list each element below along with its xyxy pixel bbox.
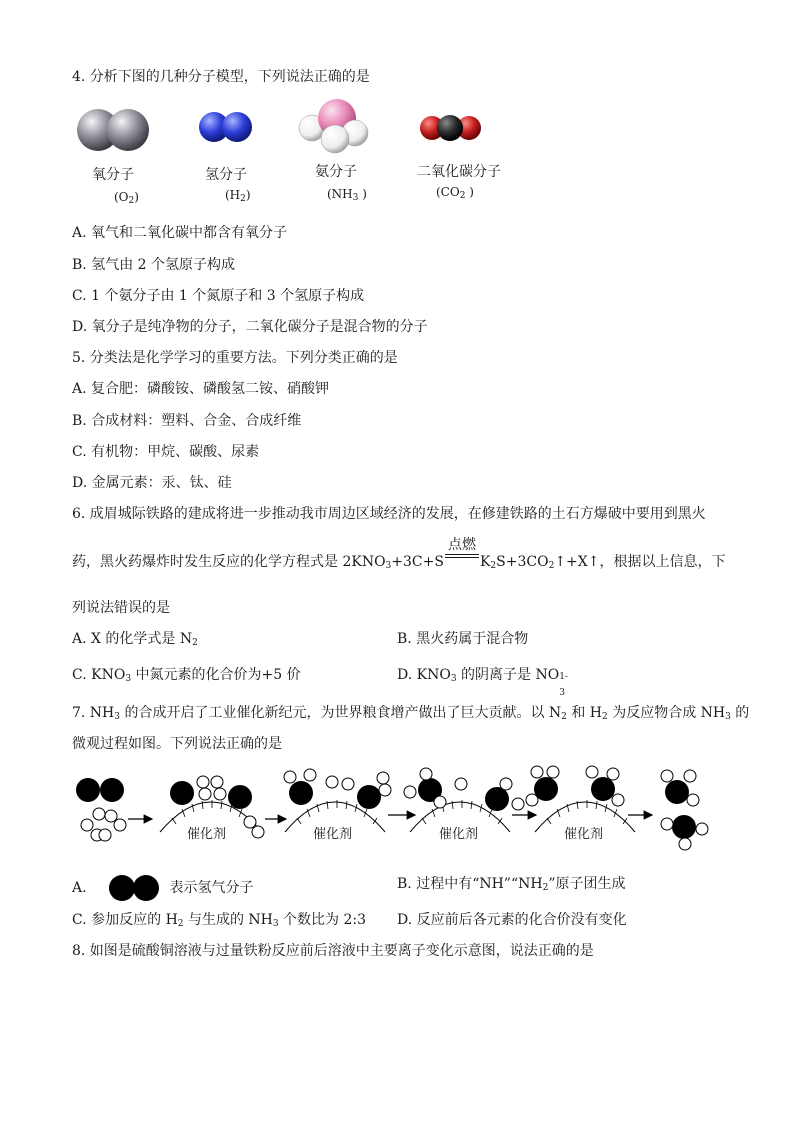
model-formula-hydrogen: $(H_2)$ xyxy=(225,188,251,204)
q5-option-d: D. 金属元素：汞、钛、硅 xyxy=(72,475,232,491)
q4-option-d: D. 氧分子是纯净物的分子，二氧化碳分子是混合物的分子 xyxy=(72,319,428,335)
nitrogen-molecule-icon xyxy=(109,875,161,901)
model-name-co2: 二氧化碳分子 xyxy=(417,164,501,180)
ammonia-molecule-icon xyxy=(299,99,368,153)
catalyst-stage-4-atoms xyxy=(404,768,524,811)
q4-option-b: B. 氢气由 2 个氢原子构成 xyxy=(72,257,235,273)
q6-stem-line3: 列说法错误的是 xyxy=(72,600,170,616)
q5-stem: 5. 分类法是化学学习的重要方法。下列分类正确的是 xyxy=(72,350,398,366)
q6-stem-line1: 6. 成眉城际铁路的建成将进一步推动我市周边区域经济的发展，在修建铁路的土石方爆破中要用到黑火 xyxy=(72,506,706,522)
oxygen-molecule-icon xyxy=(77,109,149,151)
model-formula-co2: ($CO_2$ ) xyxy=(436,185,474,201)
stage-6-ammonia-molecules xyxy=(661,770,708,850)
q5-option-a: A. 复合肥：磷酸铵、磷酸氢二铵、硝酸钾 xyxy=(72,381,330,397)
catalyst-label-3: 催化剂 xyxy=(439,827,479,842)
q6-equation-left: 2KNO xyxy=(342,554,386,570)
model-formula-ammonia: ($NH_3$ ) xyxy=(327,187,367,203)
stage-1-molecules xyxy=(76,778,126,841)
q4-option-c: C. 1 个氨分子由 1 个氮原子和 3 个氢原子构成 xyxy=(72,288,365,304)
q6-option-a: A. X 的化学式是 $N_2$ xyxy=(72,631,198,648)
q6-option-c: C. $KNO_3$ 中氮元素的化合价为+5 价 xyxy=(72,667,301,684)
reaction-process-diagram xyxy=(0,762,794,862)
catalyst-label-2: 催化剂 xyxy=(313,827,353,842)
q7-option-b: B. 过程中有“$NH”“NH_2$”原子团生成 xyxy=(397,876,626,893)
catalyst-label-1: 催化剂 xyxy=(187,827,227,842)
q8-stem: 8. 如图是硫酸铜溶液与过量铁粉反应前后溶液中主要离子变化示意图，说法正确的是 xyxy=(72,943,594,959)
catalyst-stage-5-atoms xyxy=(526,766,624,806)
q7-option-c: C. 参加反应的 $H_2$ 与生成的 $NH_3$ 个数比为 2:3 xyxy=(72,912,367,929)
catalyst-label-4: 催化剂 xyxy=(564,827,604,842)
q6-option-b: B. 黑火药属于混合物 xyxy=(397,631,529,647)
q5-option-b: B. 合成材料：塑料、合金、合成纤维 xyxy=(72,413,302,429)
model-name-oxygen: 氧分子 xyxy=(92,167,134,183)
q4-option-a: A. 氧气和二氧化碳中都含有氧分子 xyxy=(72,225,288,241)
reaction-condition-arrow: 点燃 xyxy=(445,552,479,566)
model-formula-oxygen: $(O_2)$ xyxy=(114,190,139,206)
q7-option-a: A. 表示氢气分子 xyxy=(72,875,253,901)
q7-stem-line1: 7. $NH_3$ 的合成开启了工业催化新纪元，为世界粮食增产做出了巨大贡献。以 $N_2$ 和 $H_2$ 为反应物合成 $NH_3$ 的 xyxy=(72,705,750,722)
q7-option-d: D. 反应前后各元素的化合价没有变化 xyxy=(397,912,627,928)
q6-stem-line2: 药，黑火药爆炸时发生反应的化学方程式是 $2KNO_3+3C+S$ 点燃 $K_2S+3CO_2↑+X↑$，根据以上信息，下 xyxy=(72,537,726,571)
co2-molecule-icon xyxy=(420,115,481,141)
q7-stem-line2: 微观过程如图。下列说法正确的是 xyxy=(72,736,282,752)
q6-option-d: D. $KNO_3$ 的阴离子是 NO 1- 3 xyxy=(397,667,568,698)
hydrogen-molecule-icon xyxy=(199,112,252,142)
catalyst-stage-3-atoms xyxy=(284,769,391,809)
model-name-hydrogen: 氢分子 xyxy=(205,167,247,183)
q5-option-c: C. 有机物：甲烷、碳酸、尿素 xyxy=(72,444,260,460)
q4-stem: 4. 分析下图的几种分子模型，下列说法正确的是 xyxy=(72,69,370,85)
model-name-ammonia: 氨分子 xyxy=(315,164,357,180)
